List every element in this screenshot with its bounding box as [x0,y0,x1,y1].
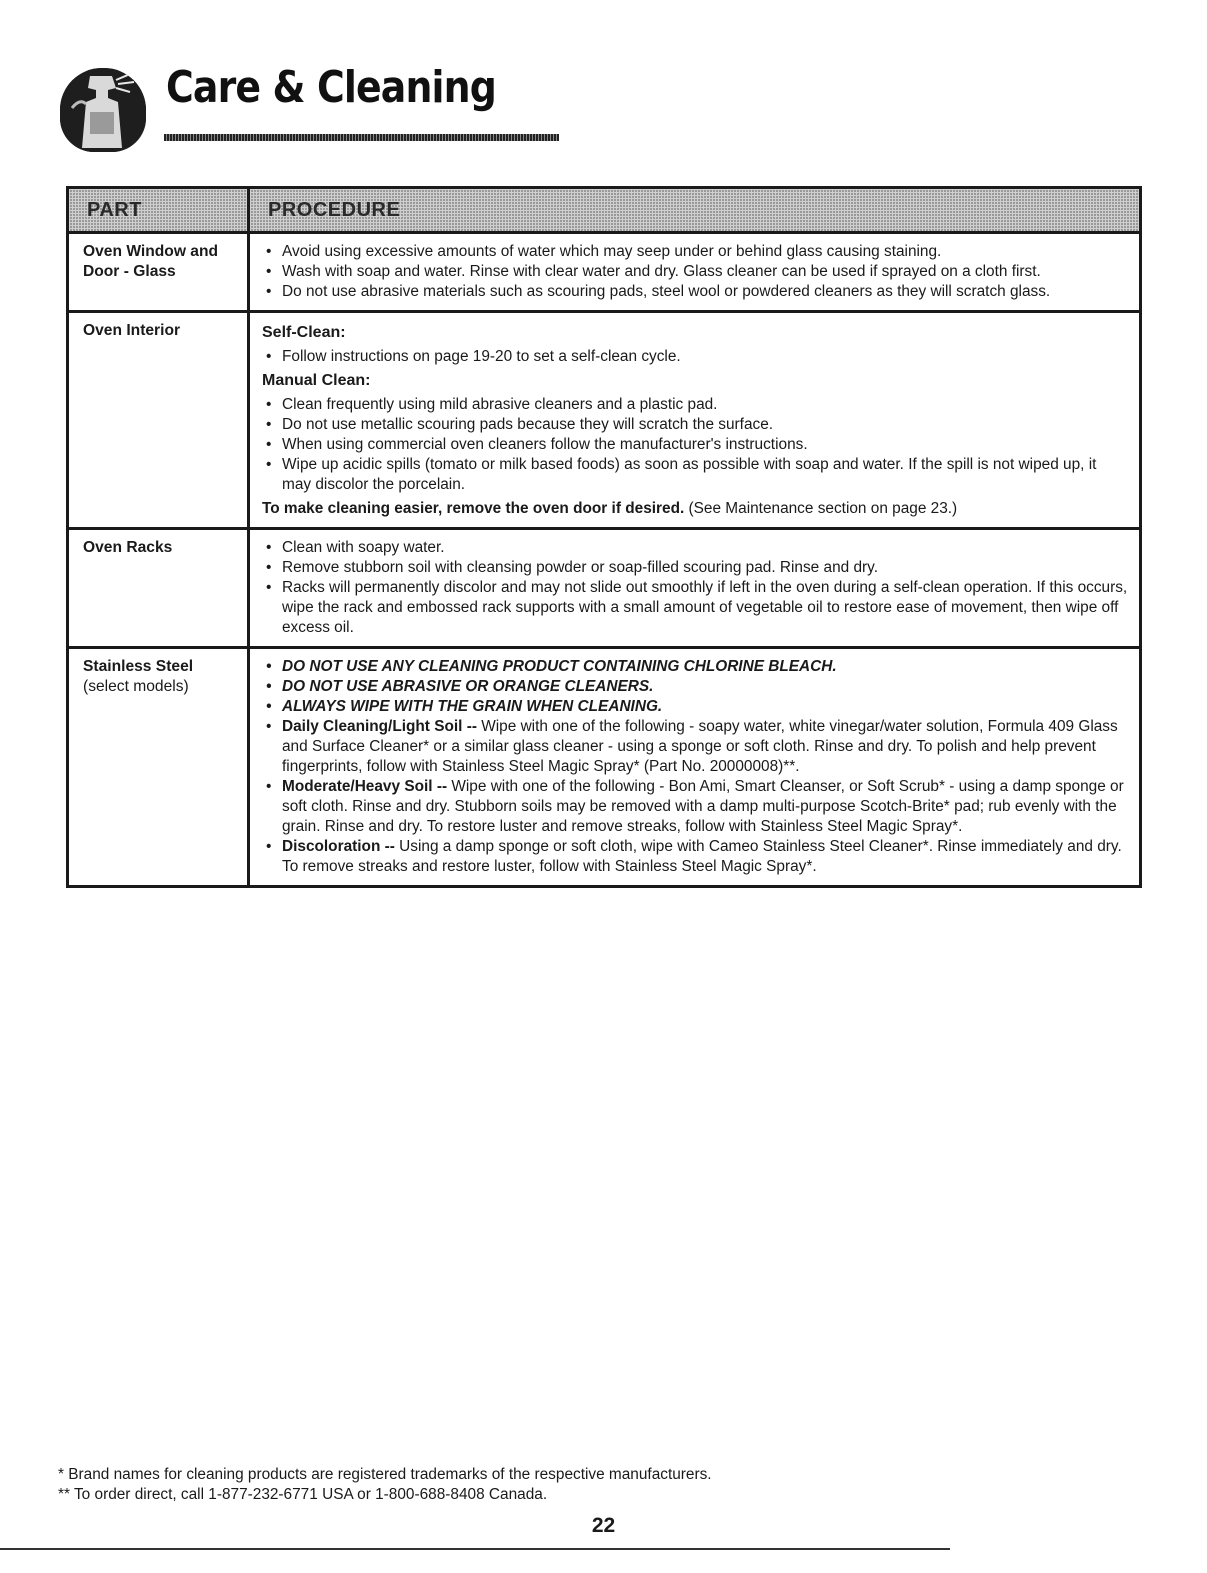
door-removal-note [262,499,1129,519]
procedure-bullet [262,777,1129,837]
bullet-lead: Moderate/Heavy Soil -- [282,778,448,795]
table-row [68,648,1141,887]
manual-clean-heading: Manual Clean: [262,372,371,389]
self-clean-heading: Self-Clean: [262,324,346,341]
procedure-oven-window [249,233,1141,312]
procedure-bullet: • When using commercial oven cleaners follow the manufacturer's instructions. [262,435,1129,455]
procedure-bullet [262,717,1129,777]
table-row [68,312,1141,529]
bullet-text: Using a damp sponge or soft cloth, wipe with Cameo Stainless Steel Cleaner*. Rinse immediately and dry. To remove streaks and restore luster, follow with Stainless Steel Magic Spray*. [282,838,1122,875]
door-removal-note-ref: (See Maintenance section on page 23.) [684,500,958,517]
procedure-bullet: • Avoid using excessive amounts of water which may seep under or behind glass causing staining. [262,242,1129,262]
part-oven-interior: Oven Interior [68,312,249,529]
bullet-text: Wipe with one of the following - soapy water, white vinegar/water solution, Formula 409 Glass and Surface Cleaner* or a similar glass cleaner - using a sponge or soft cloth. Rinse and dry. To polish and help prevent fingerprints, follow with Stainless Steel Magic Spray* (Part No. 20000008)**. [282,718,1118,775]
part-stainless-steel-label: Stainless Steel [83,658,194,675]
part-stainless-steel [68,648,249,887]
title-underline [164,134,559,141]
procedure-bullet: • Follow instructions on page 19-20 to set a self-clean cycle. [262,347,1129,367]
spray-bottle-icon [60,68,146,152]
door-removal-note-bold: To make cleaning easier, remove the oven door if desired. [262,500,685,517]
bullet-lead: Discoloration -- [282,838,395,855]
footnote-order: ** To order direct, call 1-877-232-6771 USA or 1-800-688-8408 Canada. [58,1486,548,1503]
part-oven-window: Oven Window and Door - Glass [68,233,249,312]
page-title: Care & Cleaning [166,62,496,113]
procedure-list [262,538,1129,638]
procedure-bullet: • Racks will permanently discolor and may not slide out smoothly if left in the oven during a self-clean operation. If this occurs, wipe the rack and embossed rack supports with a small amount of vegetable oil to restore ease of movement, then wipe off excess oil. [262,578,1129,638]
footer-rule [0,1548,950,1550]
table-row [68,233,1141,312]
procedure-stainless-steel [249,648,1141,887]
table-row [68,529,1141,648]
manual-clean-list [262,395,1129,495]
warning-bullet: • DO NOT USE ABRASIVE OR ORANGE CLEANERS. [262,677,1129,697]
procedure-bullet: • Wipe up acidic spills (tomato or milk based foods) as soon as possible with soap and water. If the spill is not wiped up, it may discolor the porcelain. [262,455,1129,495]
column-header-part: PART [68,188,249,233]
table-header-row [68,188,1141,233]
procedure-oven-racks [249,529,1141,648]
bullet-lead: Daily Cleaning/Light Soil -- [282,718,477,735]
warning-bullet: • DO NOT USE ANY CLEANING PRODUCT CONTAINING CHLORINE BLEACH. [262,657,1129,677]
part-select-models: (select models) [83,678,189,695]
procedure-oven-interior [249,312,1141,529]
procedure-bullet: • Do not use metallic scouring pads because they will scratch the surface. [262,415,1129,435]
procedure-bullet: • Wash with soap and water. Rinse with clear water and dry. Glass cleaner can be used if sprayed on a cloth first. [262,262,1129,282]
procedure-bullet: • Clean with soapy water. [262,538,1129,558]
footnotes [58,1465,712,1505]
part-oven-racks: Oven Racks [68,529,249,648]
procedure-bullet: • Clean frequently using mild abrasive cleaners and a plastic pad. [262,395,1129,415]
procedure-bullet: • Remove stubborn soil with cleansing powder or soap-filled scouring pad. Rinse and dry. [262,558,1129,578]
footnote-trademarks: * Brand names for cleaning products are registered trademarks of the respective manufacturers. [58,1466,712,1483]
page-number: 22 [591,1514,616,1537]
column-header-procedure: PROCEDURE [249,188,1141,233]
procedure-bullet [262,837,1129,877]
self-clean-list [262,347,1129,367]
procedure-bullet: • Do not use abrasive materials such as scouring pads, steel wool or powdered cleaners as they will scratch glass. [262,282,1129,302]
page-header [60,58,520,148]
care-cleaning-table [66,186,1142,888]
procedure-list [262,242,1129,302]
warning-bullet: • ALWAYS WIPE WITH THE GRAIN WHEN CLEANING. [262,697,1129,717]
procedure-list [262,657,1129,877]
bullet-text: Wipe with one of the following - Bon Ami, Smart Cleanser, or Soft Scrub* - using a damp sponge or soft cloth. Rinse and dry. Stubborn soils may be removed with a damp multi-purpose Scotch-Brite* pad; rub evenly with the grain. Rinse and dry. To restore luster and remove streaks, follow with Stainless Steel Magic Spray*. [282,778,1124,835]
